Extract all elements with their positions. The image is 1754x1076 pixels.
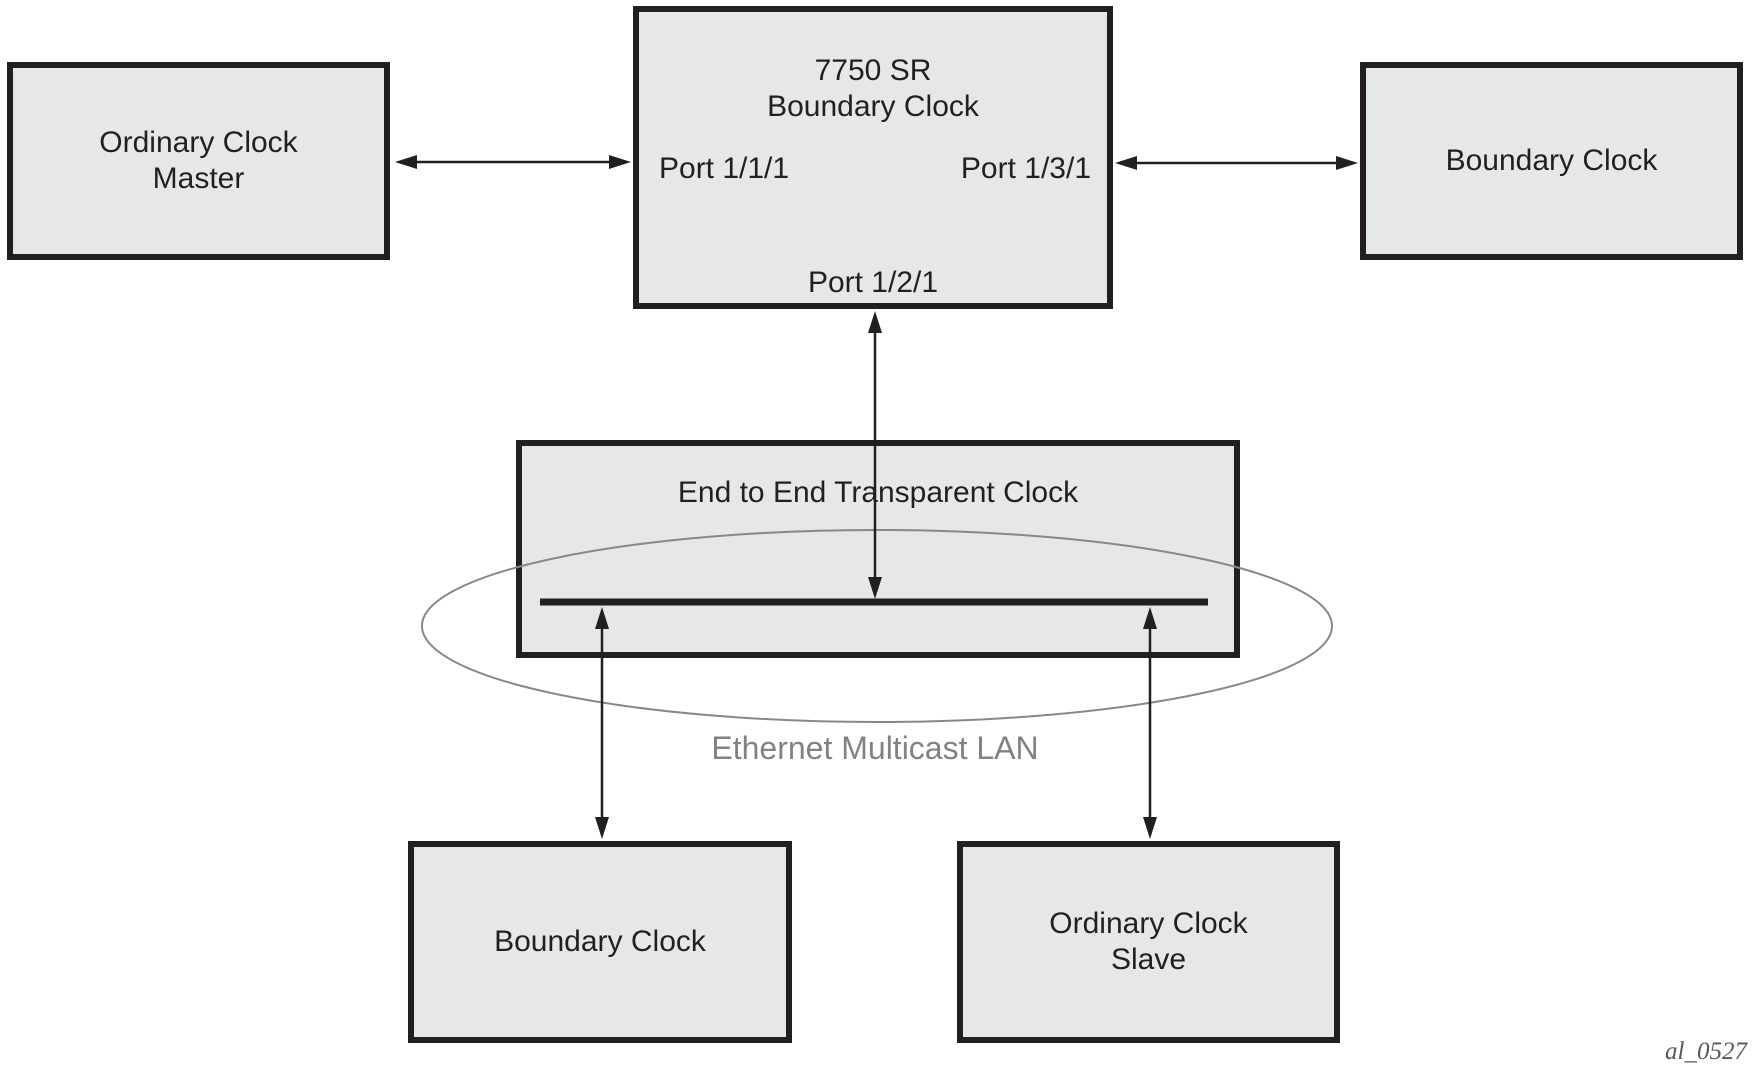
- port-1-3-1-label: Port 1/3/1: [960, 152, 1091, 185]
- node-title: End to End Transparent Clock: [677, 476, 1079, 509]
- node-label-line: Boundary Clock: [1445, 144, 1658, 177]
- arrow-7750-to-boundary-clock: [1115, 156, 1358, 170]
- node-end-to-end-transparent-clock: [516, 440, 1240, 658]
- node-label-line: Slave: [1110, 943, 1187, 976]
- node-ordinary-clock-master: [7, 62, 390, 260]
- node-label-line: Ordinary Clock: [1049, 907, 1248, 940]
- figure-id-watermark: al_0527: [1665, 1038, 1747, 1065]
- node-boundary-clock-bottom: [408, 841, 792, 1043]
- node-7750-sr-boundary-clock: [633, 6, 1113, 309]
- node-title-line: 7750 SR: [814, 54, 932, 87]
- ethernet-multicast-lan-label: Ethernet Multicast LAN: [711, 730, 1039, 766]
- node-label-line: Boundary Clock: [494, 925, 706, 958]
- node-title: [639, 12, 1107, 125]
- port-1-2-1-label: Port 1/2/1: [807, 266, 939, 299]
- node-label-line: Ordinary Clock: [99, 126, 298, 159]
- node-boundary-clock-right: [1360, 62, 1743, 260]
- node-ordinary-clock-slave: [957, 841, 1340, 1043]
- node-title-line: Boundary Clock: [767, 90, 979, 123]
- port-1-1-1-label: Port 1/1/1: [659, 152, 790, 185]
- node-label-line: Master: [152, 162, 245, 195]
- arrow-master-to-7750: [395, 155, 631, 169]
